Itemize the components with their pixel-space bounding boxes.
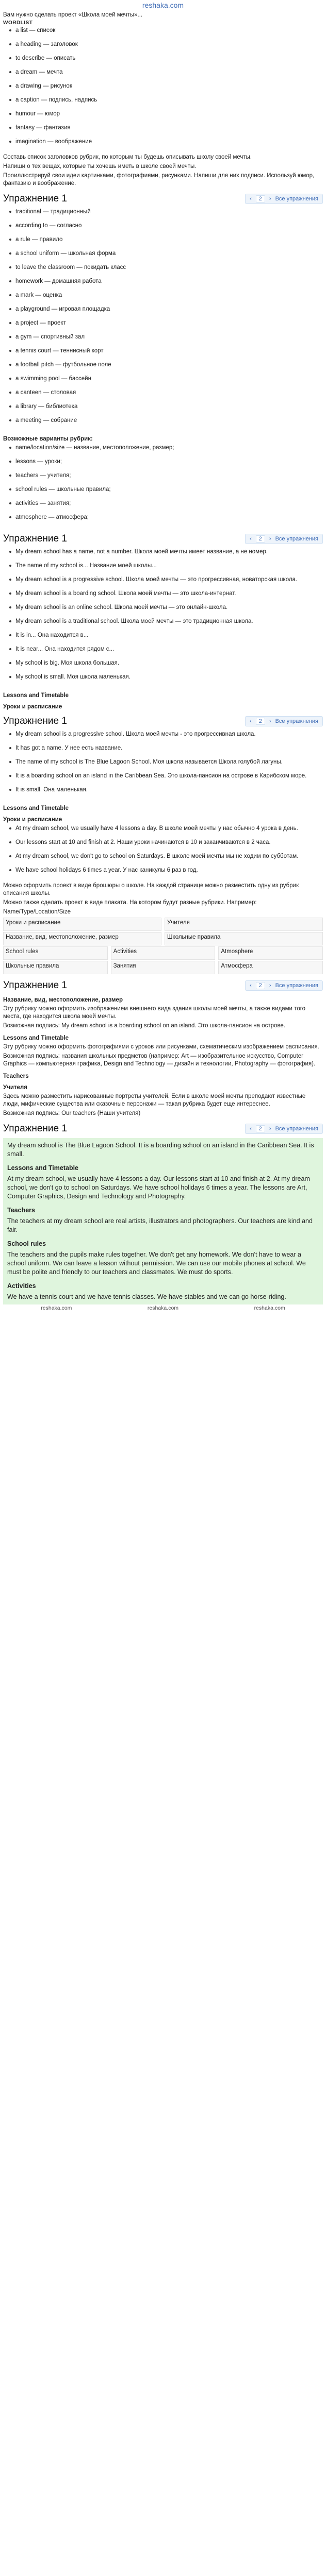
wordlist-item: a list — список	[8, 27, 323, 41]
exercise-bar	[3, 979, 323, 992]
ex5-heading: Название, вид, местоположение, размер	[3, 997, 123, 1003]
ex4-lessons-list	[3, 825, 323, 880]
list-item: My school is small. Моя школа маленькая.	[8, 673, 323, 687]
ex3-list	[3, 548, 323, 687]
wordlist-item: traditional — традиционный	[8, 208, 323, 222]
paragraph: At my dream school, we usually have 4 lessons a day. Our lessons start at 10 and finish at 2. At my dream school, we don't go to school on Saturdays. We have school holidays 6 times a year. The lessons are Art, Computer Graphics, Design and Technology and Photography.	[7, 1175, 310, 1200]
all-exercises-link[interactable]: Все упражнения	[275, 536, 318, 542]
paragraph-heading: Lessons and Timetable	[7, 1164, 79, 1172]
wordlist-item: fantasy — фантазия	[8, 124, 323, 138]
wordlist-item: a football pitch — футбольное поле	[8, 361, 323, 375]
exercise-pager[interactable]	[245, 716, 323, 726]
list-item: Our lessons start at 10 and finish at 2. Наши уроки начинаются в 10 и заканчиваются в 2 часа.	[8, 839, 323, 853]
watermark: reshaka.com	[41, 1305, 72, 1311]
grid-cell: Школьные правила	[165, 932, 323, 945]
list-item: The name of my school is... Название моей школы...	[8, 562, 323, 576]
paragraph: We have a tennis court and we have tennis classes. We have stables and we can go horse-riding.	[7, 1293, 286, 1300]
paragraph: The teachers and the pupils make rules together. We don't get any homework. We don't have to wear a school uniform. We can leave a lesson without permission. We can use our mobile phones at school. We must be polite and friendly to our teachers and classmates. We must do sports.	[7, 1251, 306, 1276]
ex4-lessons-head: Lessons and Timetable	[3, 805, 69, 811]
exercise-bar	[3, 193, 323, 205]
exercise-bar	[3, 1123, 323, 1135]
grid-cell: Atmosphere	[218, 946, 323, 960]
exercise-pager[interactable]	[245, 534, 323, 544]
list-item: My dream school is a traditional school. Школа моей мечты — это традиционная школа.	[8, 618, 323, 632]
ex3-lessons-sub: Уроки и расписание	[3, 704, 62, 710]
answer-block	[3, 1138, 323, 1304]
page-number: 2	[256, 1125, 265, 1132]
chevron-right-icon[interactable]: ›	[269, 718, 271, 724]
exercise-title: Упражнение 1	[3, 716, 67, 726]
list-item: At my dream school, we don't go to school on Saturdays. В школе моей мечты мы не ходим по субботам.	[8, 853, 323, 867]
grid-cell: School rules	[3, 946, 108, 960]
chevron-right-icon[interactable]: ›	[269, 196, 271, 202]
page-number: 2	[256, 718, 265, 725]
exercise-pager[interactable]	[245, 980, 323, 991]
watermark: reshaka.com	[254, 1305, 285, 1311]
wordlist-item: humour — юмор	[8, 110, 323, 124]
ex4-list	[3, 731, 323, 800]
paragraph: Эту рубрику можно оформить изображением внешнего вида здания школы моей мечты, а также видами того места, где находится школа моей мечты.	[3, 1006, 306, 1020]
wordlist-item: a school uniform — школьная форма	[8, 250, 323, 264]
list-item: school rules — школьные правила;	[8, 486, 323, 500]
wordlist	[3, 27, 323, 152]
site-title[interactable]: reshaka.com	[142, 1, 184, 9]
all-exercises-link[interactable]: Все упражнения	[275, 1126, 318, 1132]
list-item: It has got a name. У нее есть название.	[8, 744, 323, 758]
watermark-row	[3, 1305, 323, 1311]
list-item: My dream school is a boarding school. Школа моей мечты — это школа-интернат.	[8, 590, 323, 604]
page-number: 2	[256, 982, 265, 989]
chevron-left-icon[interactable]: ‹	[250, 982, 252, 989]
wordlist-item: a tennis court — теннисный корт	[8, 347, 323, 361]
list-item: It is near... Она находится рядом с...	[8, 646, 323, 659]
list-item: The name of my school is The Blue Lagoon School. Моя школа называется Школа голубой лагуны.	[8, 758, 323, 772]
wordlist-item: a project — проект	[8, 319, 323, 333]
wordlist-cont	[3, 208, 323, 431]
wordlist-item: a mark — оценка	[8, 292, 323, 306]
wordlist-item: imagination — воображение	[8, 138, 323, 152]
list-item: teachers — учителя;	[8, 472, 323, 486]
paragraph: My dream school is The Blue Lagoon School. It is a boarding school on an island in the Caribbean Sea. It is small.	[7, 1142, 314, 1158]
wordlist-item: a swimming pool — бассейн	[8, 375, 323, 389]
grid-row	[3, 961, 323, 974]
all-exercises-link[interactable]: Все упражнения	[275, 982, 318, 989]
wordlist-item: according to — согласно	[8, 222, 323, 236]
list-item: At my dream school, we usually have 4 lessons a day. В школе моей мечты у нас обычно 4 урока в день.	[8, 825, 323, 839]
grid-row	[3, 918, 323, 931]
chevron-right-icon[interactable]: ›	[269, 982, 271, 989]
paragraph-heading: Учителя	[3, 1084, 27, 1091]
wordlist-item: a meeting — собрание	[8, 417, 323, 431]
list-item: lessons — уроки;	[8, 458, 323, 472]
page-number: 2	[256, 535, 265, 543]
paragraph-heading: Lessons and Timetable	[3, 1035, 69, 1041]
ex2-heading: Возможные варианты рубрик:	[3, 436, 93, 442]
exercise-pager[interactable]	[245, 194, 323, 204]
paragraph: Эту рубрику можно оформить фотографиями с уроков или рисунками, схематическим изображением расписания.	[3, 1044, 319, 1050]
wordlist-item: a drawing — рисунок	[8, 82, 323, 96]
paragraph-heading: School rules	[7, 1240, 46, 1247]
wordlist-heading: WORDLIST	[3, 20, 33, 26]
ex1-task2: Напиши о тех вещах, которые ты хочешь иметь в школе своей мечты.	[3, 163, 197, 170]
list-item: My dream school is a progressive school. Школа моей мечты — это прогрессивная, новаторская школа.	[8, 576, 323, 590]
grid-row	[3, 946, 323, 960]
chevron-left-icon[interactable]: ‹	[250, 536, 252, 542]
list-item: My dream school has a name, not a number. Школа моей мечты имеет название, а не номер.	[8, 548, 323, 562]
exercise-title: Упражнение 1	[3, 980, 67, 991]
grid-cell: Учителя	[165, 918, 323, 931]
paragraph-heading: Teachers	[3, 1073, 29, 1079]
list-item: My dream school is an online school. Школа моей мечты — это онлайн-школа.	[8, 604, 323, 618]
grid-row	[3, 932, 323, 945]
watermark: reshaka.com	[147, 1305, 179, 1311]
grid-cell: Школьные правила	[3, 961, 108, 974]
ex2-list	[3, 444, 323, 528]
list-item: My school is big. Моя школа большая.	[8, 659, 323, 673]
grid-cell: Атмосфера	[218, 961, 323, 974]
wordlist-item: a library — библиотека	[8, 403, 323, 417]
paragraph-heading: Activities	[7, 1282, 36, 1290]
chevron-left-icon[interactable]: ‹	[250, 196, 252, 202]
exercise-title: Упражнение 1	[3, 1123, 67, 1134]
wordlist-item: a playground — игровая площадка	[8, 306, 323, 319]
paragraph: Возможная подпись: названия школьных предметов (например: Art — изобразительное искусство, Computer Graphics — компьютерная графика, Design and Technology — дизайн и технологии, Photography — фотография).	[3, 1053, 316, 1067]
list-item: It is in... Она находится в...	[8, 632, 323, 646]
list-item: It is small. Она маленькая.	[8, 786, 323, 800]
all-exercises-link[interactable]: Все упражнения	[275, 718, 318, 724]
wordlist-item: to leave the classroom — покидать класс	[8, 264, 323, 278]
page-number: 2	[256, 195, 265, 202]
grid-cell: Уроки и расписание	[3, 918, 161, 931]
wordlist-item: a rule — правило	[8, 236, 323, 250]
ex4-note1: Можно оформить проект в виде брошюры о школе. На каждой странице можно разместить одну из рубрик описания школы.	[3, 883, 299, 896]
list-item: activities — занятия;	[8, 500, 323, 514]
exercise-bar	[3, 533, 323, 545]
wordlist-item: a gym — спортивный зал	[8, 333, 323, 347]
chevron-right-icon[interactable]: ›	[269, 1126, 271, 1132]
intro-text: Вам нужно сделать проект «Школа моей мечты»...	[3, 12, 143, 18]
ex4-grid-head: Name/Type/Location/Size	[3, 909, 71, 915]
wordlist-item: to describe — описать	[8, 55, 323, 69]
paragraph: Возможная подпись: Our teachers (Наши учителя)	[3, 1110, 141, 1116]
wordlist-item: a heading — заголовок	[8, 41, 323, 55]
list-item: We have school holidays 6 times a year. У нас каникулы 6 раз в год.	[8, 867, 323, 880]
all-exercises-link[interactable]: Все упражнения	[275, 196, 318, 202]
paragraph: The teachers at my dream school are real artists, illustrators and photographers. Our teachers are kind and fair.	[7, 1217, 313, 1233]
paragraph: Возможная подпись: My dream school is a boarding school on an island. Это школа-пансион на острове.	[3, 1023, 286, 1029]
grid-cell: Занятия	[111, 961, 216, 974]
ex4-lessons-sub: Уроки и расписание	[3, 817, 62, 823]
paragraph: Здесь можно разместить нарисованные портреты учителей. Если в школе моей мечты преподают известные люди, мифические существа или сказочные персонажи — такая рубрика будет еще интереснее.	[3, 1093, 306, 1107]
ex1-task: Составь список заголовков рубрик, по которым ты будешь описывать школу своей мечты.	[3, 154, 252, 160]
paragraph-heading: Teachers	[7, 1207, 35, 1214]
wordlist-item: homework — домашняя работа	[8, 278, 323, 292]
exercise-pager[interactable]	[245, 1124, 323, 1134]
wordlist-item: a caption — подпись, надпись	[8, 96, 323, 110]
wordlist-item: a dream — мечта	[8, 69, 323, 82]
chevron-left-icon[interactable]: ‹	[250, 1126, 252, 1132]
ex3-lessons-head: Lessons and Timetable	[3, 692, 69, 699]
exercise-bar	[3, 715, 323, 727]
wordlist-item: a canteen — столовая	[8, 389, 323, 403]
ex4-note2: Можно также сделать проект в виде плаката. На котором будут разные рубрики. Например:	[3, 900, 257, 906]
page	[0, 1, 326, 1311]
list-item: name/location/size — название, местоположение, размер;	[8, 444, 323, 458]
ex1-task3: Проиллюстрируй свои идеи картинками, фотографиями, рисунками. Напиши для них подписи. Используй юмор, фантазию и воображение.	[3, 173, 315, 187]
exercise-title: Упражнение 1	[3, 533, 67, 544]
list-item: It is a boarding school on an island in the Caribbean Sea. Это школа-пансион на острове в Карибском море.	[8, 772, 323, 786]
grid-cell: Activities	[111, 946, 216, 960]
exercise-title: Упражнение 1	[3, 193, 67, 204]
chevron-right-icon[interactable]: ›	[269, 536, 271, 542]
list-item: atmosphere — атмосфера;	[8, 514, 323, 528]
list-item: My dream school is a progressive school. Школа моей мечты - это прогрессивная школа.	[8, 731, 323, 744]
chevron-left-icon[interactable]: ‹	[250, 718, 252, 724]
grid-cell: Название, вид, местоположение, размер	[3, 932, 161, 945]
